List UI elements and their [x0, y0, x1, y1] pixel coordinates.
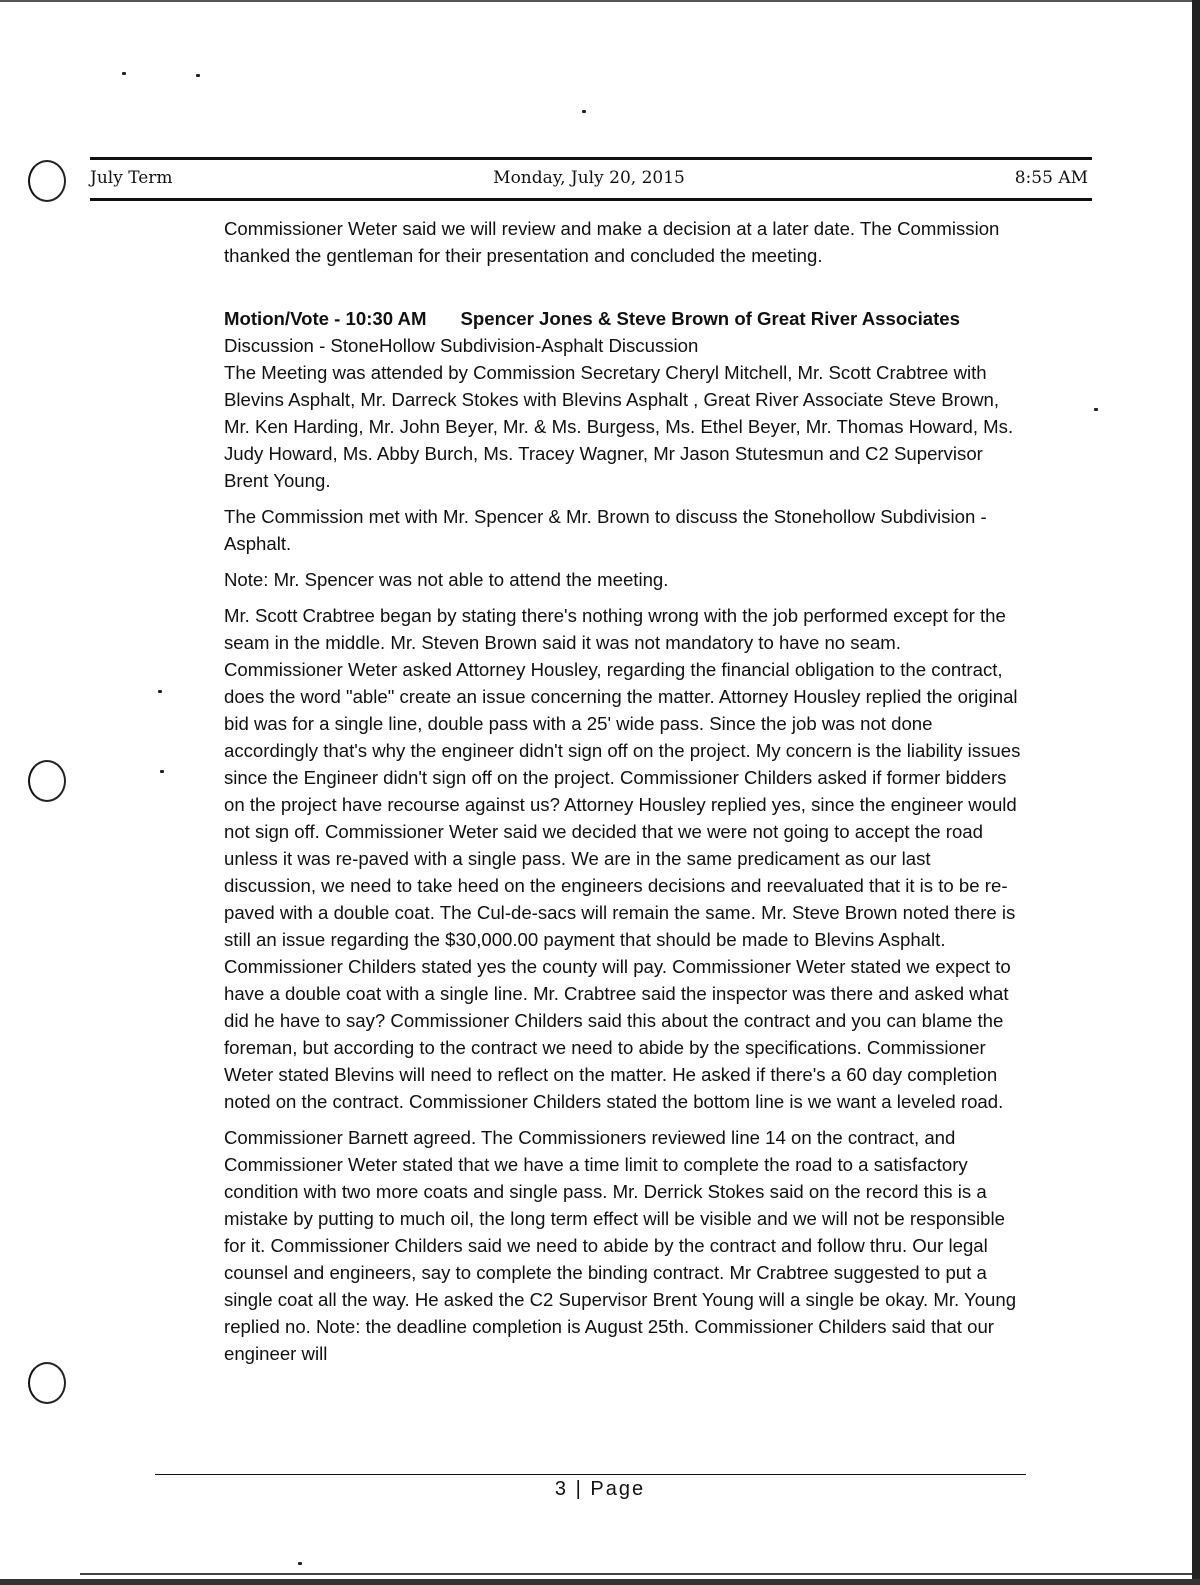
paragraph: Mr. Scott Crabtree began by stating there's nothing wrong with the job performed except for the seam in the middle. Mr. Steven Brown said it was not mandatory to have no seam. Commissioner Weter asked Attorney Housley, regarding the financial obligation to the contract, does the word "able" create an issue concerning the matter. Attorney Housley replied the original bid was for a single line, double pass with a 25' wide pass. Since the job was not done accordingly that's why the engineer didn't sign off on the project. My concern is the liability issues since the Engineer didn't sign off on the project. Commissioner Childers asked if former bidders on the project have recourse against us? Attorney Housley replied yes, since the engineer would not sign off. Commissioner Weter said we decided that we were not going to accept the road unless it was re-paved with a single pass. We are in the same predicament as our last discussion, we need to take heed on the engineers decisions and reevaluated that it is to be re-paved with a double coat. The Cul-de-sacs will remain the same. Mr. Steve Brown noted there is still an issue regarding the $30,000.00 payment that should be made to Blevins Asphalt. Commissioner Childers stated yes the county will pay. Commissioner Weter stated we expect to have a double coat with a single line. Mr. Crabtree said the inspector was there and asked what did he have to say? Commissioner Childers said this about the contract and you can blame the foreman, but according to the contract we need to abide by the specifications. Commissioner Weter stated Blevins will need to reflect on the matter. He asked if there's a 60 day completion noted on the contract. Commissioner Childers stated the bottom line is we want a leveled road. [224, 605, 1021, 1112]
page-header [90, 168, 1088, 194]
note-paragraph: Note: Mr. Spencer was not able to attend the meeting. [224, 569, 669, 590]
term-label: July Term [90, 168, 173, 188]
scan-speck [582, 110, 586, 113]
meeting-time: 8:55 AM [1014, 168, 1088, 188]
motion-block [224, 305, 1024, 494]
scan-speck [298, 1562, 302, 1565]
meeting-date: Monday, July 20, 2015 [493, 168, 685, 188]
binder-hole-top [28, 160, 66, 202]
binder-hole-bottom [28, 1362, 66, 1404]
page-number: 3 | Page [554, 1478, 646, 1500]
motion-label: Motion/Vote - 10:30 AM [224, 308, 427, 329]
scan-speck [160, 770, 164, 773]
minutes-body [224, 215, 1024, 1376]
scan-speck [158, 690, 162, 693]
discussion-line: Discussion - StoneHollow Subdivision-Asphalt Discussion [224, 335, 699, 356]
paragraph: The Commission met with Mr. Spencer & Mr. Brown to discuss the Stonehollow Subdivision - Asphalt. [224, 506, 987, 554]
motion-title: Spencer Jones & Steve Brown of Great River Associates [460, 308, 960, 329]
attendance-paragraph: The Meeting was attended by Commission Secretary Cheryl Mitchell, Mr. Scott Crabtree with Blevins Asphalt, Mr. Darreck Stokes with Blevins Asphalt , Great River Associate Steve Brown, Mr. Ken Harding, Mr. John Beyer, Mr. & Ms. Burgess, Ms. Ethel Beyer, Mr. Thomas Howard, Ms. Judy Howard, Ms. Abby Burch, Ms. Tracey Wagner, Mr Jason Stutesmun and C2 Supervisor Brent Young. [224, 362, 1014, 491]
page-bottom-edge [0, 1579, 1200, 1585]
scan-speck [196, 74, 200, 77]
scan-speck [122, 72, 126, 75]
binder-hole-middle [28, 760, 66, 802]
motion-heading [224, 305, 1024, 332]
page-bottom-line [80, 1573, 1192, 1575]
paragraph: Commissioner Barnett agreed. The Commissioners reviewed line 14 on the contract, and Commissioner Weter stated that we have a time limit to complete the road to a satisfactory condition with two more coats and single pass. Mr. Derrick Stokes said on the record this is a mistake by putting to much oil, the long term effect will be visible and we will not be responsible for it. Commissioner Childers said we need to abide by the contract and follow thru. Our legal counsel and engineers, say to complete the binding contract. Mr Crabtree suggested to put a single coat all the way. He asked the C2 Supervisor Brent Young will a single be okay. Mr. Young replied no. Note: the deadline completion is August 25th. Commissioner Childers said that our engineer will [224, 1127, 1017, 1364]
intro-paragraph: Commissioner Weter said we will review and make a decision at a later date. The Commission thanked the gentleman for their presentation and concluded the meeting. [224, 218, 1000, 266]
header-rule-top [90, 157, 1092, 160]
page-top-edge [0, 0, 1200, 2]
page-right-edge [1192, 0, 1200, 1585]
header-rule-bottom [90, 198, 1092, 201]
footer-rule [155, 1474, 1026, 1475]
scan-speck [1094, 408, 1098, 411]
